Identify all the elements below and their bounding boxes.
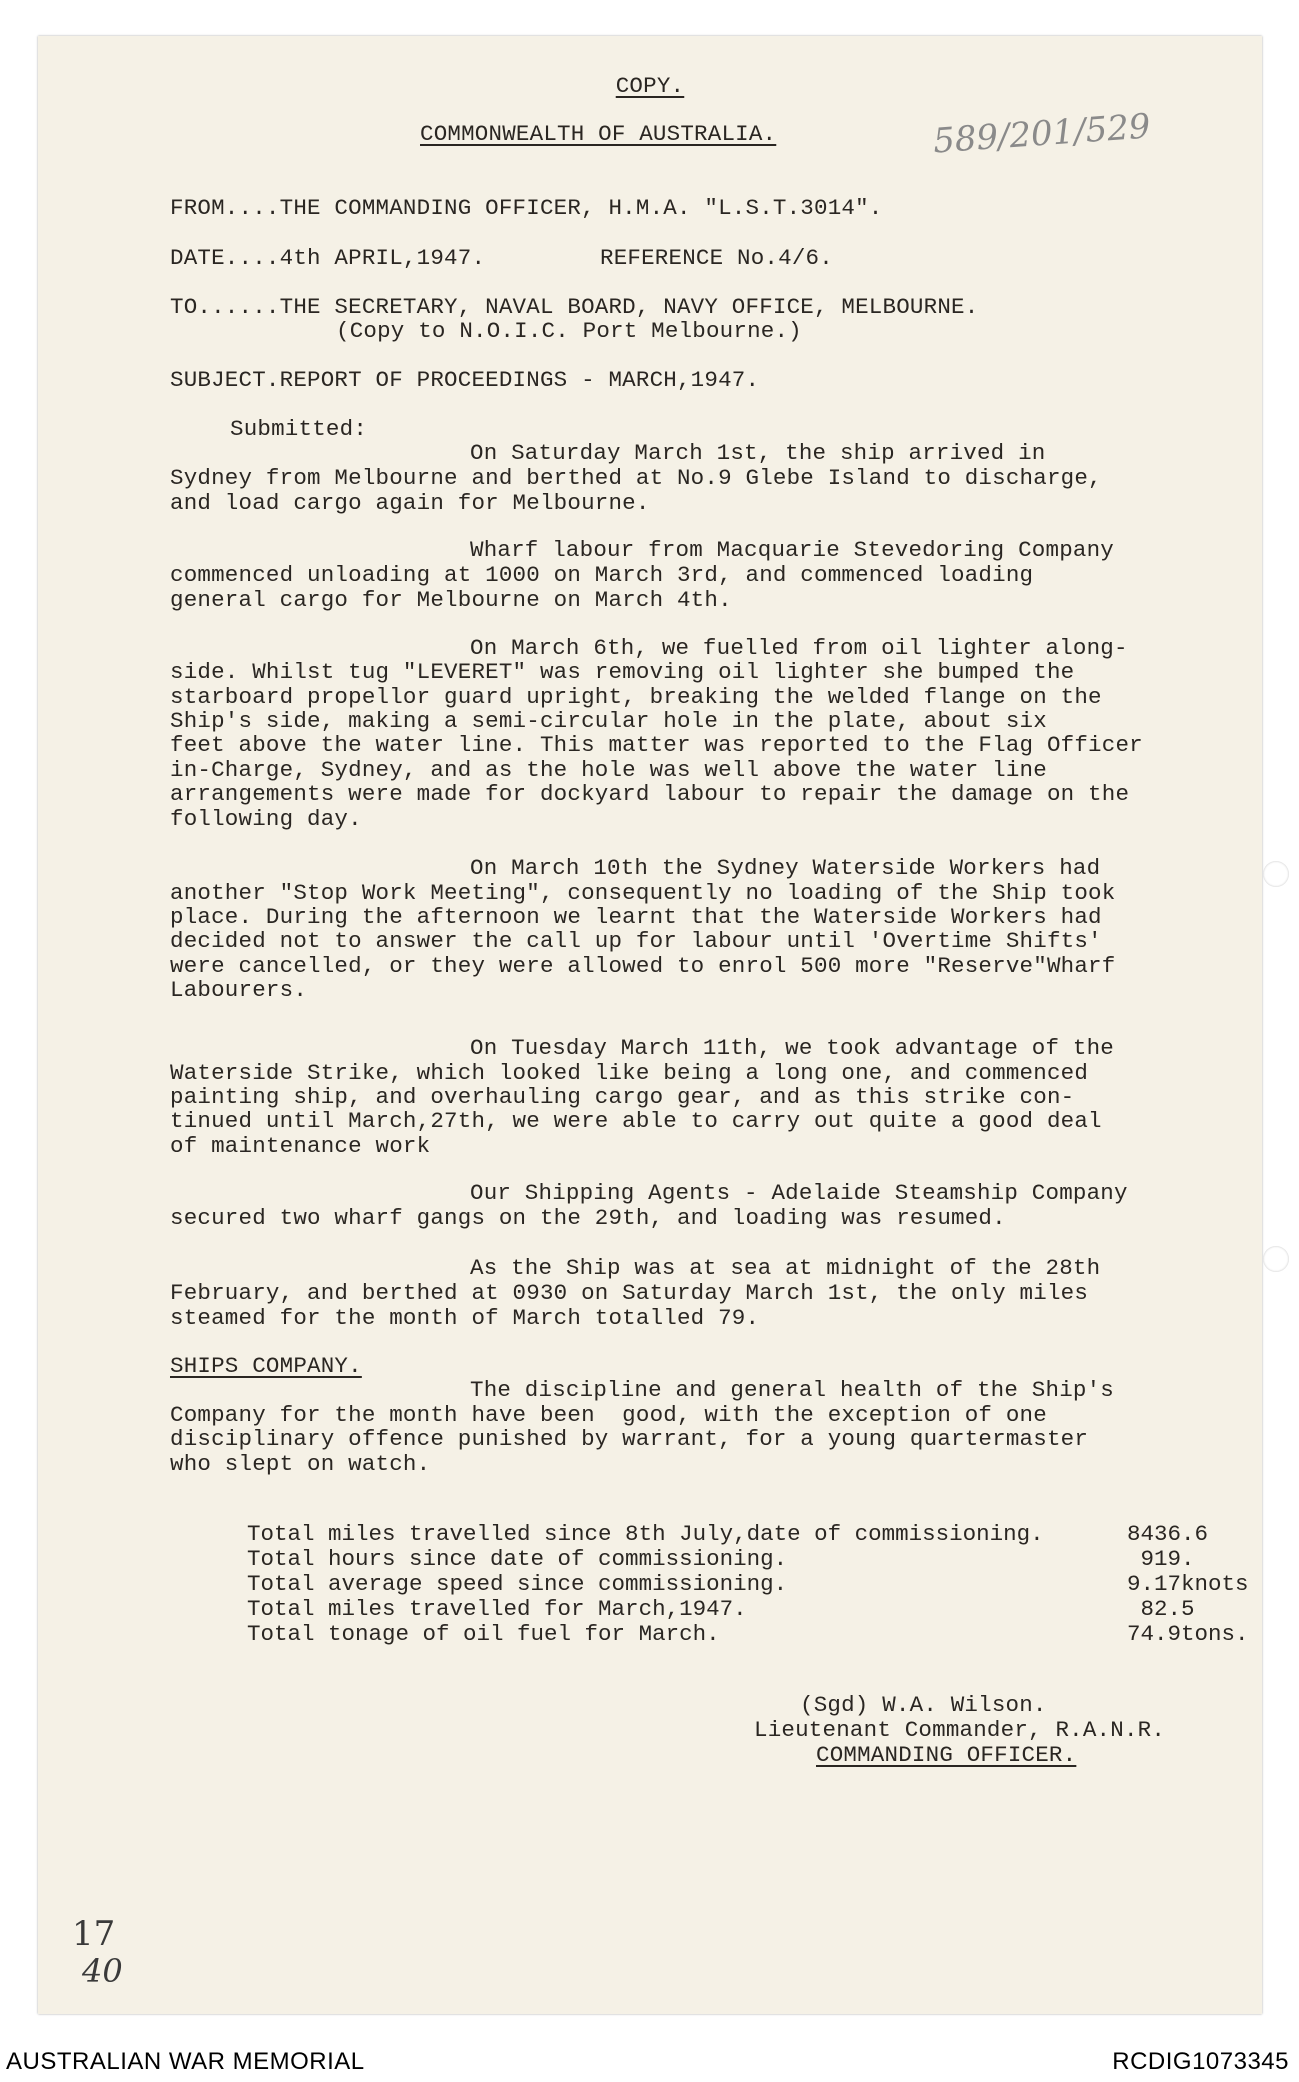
paragraph-line: were cancelled, or they were allowed to enrol 500 more "Reserve"Wharf bbox=[170, 953, 1116, 979]
paragraph-line: Waterside Strike, which looked like being a long one, and commenced bbox=[170, 1060, 1089, 1086]
paragraph-line: following day. bbox=[170, 806, 362, 832]
paragraph-line: in-Charge, Sydney, and as the hole was well above the water line bbox=[170, 757, 1047, 783]
stat-label: Total miles travelled since 8th July,date of commissioning. bbox=[247, 1521, 1044, 1547]
stat-label: Total average speed since commissioning. bbox=[247, 1571, 788, 1597]
stat-row bbox=[247, 1622, 1297, 1647]
paragraph-line: tinued until March,27th, we were able to carry out quite a good deal bbox=[170, 1108, 1102, 1134]
stat-value: 8436.6 bbox=[1127, 1521, 1209, 1547]
stat-value: 919. bbox=[1127, 1546, 1195, 1572]
paragraph-line: Labourers. bbox=[170, 977, 308, 1003]
paragraph-line: Ship's side, making a semi-circular hole in the plate, about six bbox=[170, 708, 1047, 734]
paragraph-line: Wharf labour from Macquarie Stevedoring Company bbox=[470, 537, 1115, 563]
subject-line: SUBJECT.REPORT OF PROCEEDINGS - MARCH,1947. bbox=[170, 367, 760, 393]
ships-company-heading: SHIPS COMPANY. bbox=[170, 1353, 362, 1379]
stat-label: Total miles travelled for March,1947. bbox=[247, 1596, 747, 1622]
stat-row bbox=[247, 1572, 1297, 1597]
paragraph-line: Sydney from Melbourne and berthed at No.9 Glebe Island to discharge, bbox=[170, 465, 1102, 491]
paragraph-line: On March 6th, we fuelled from oil lighter along- bbox=[470, 635, 1128, 661]
paragraph-line: of maintenance work bbox=[170, 1133, 431, 1159]
paragraph-line: Our Shipping Agents - Adelaide Steamship Company bbox=[470, 1180, 1128, 1206]
stat-label: Total hours since date of commissioning. bbox=[247, 1546, 788, 1572]
signature-title: COMMANDING OFFICER. bbox=[816, 1742, 1077, 1768]
paragraph-line: On Saturday March 1st, the ship arrived in bbox=[470, 440, 1046, 466]
handwritten-folio-bottom: 40 bbox=[82, 1952, 123, 1990]
org-heading: COMMONWEALTH OF AUSTRALIA. bbox=[420, 121, 777, 147]
document-page bbox=[38, 36, 1262, 2014]
footer-item-id: RCDIG1073345 bbox=[1112, 2048, 1289, 2075]
paragraph-line: commenced unloading at 1000 on March 3rd, and commenced loading bbox=[170, 562, 1034, 588]
paragraph-line: another "Stop Work Meeting", consequently no loading of the Ship took bbox=[170, 880, 1116, 906]
paragraph-line: As the Ship was at sea at midnight of the 28th bbox=[470, 1255, 1101, 1281]
paragraph-line: On Tuesday March 11th, we took advantage of the bbox=[470, 1035, 1115, 1061]
paragraph-line: general cargo for Melbourne on March 4th. bbox=[170, 587, 732, 613]
copy-to-line: (Copy to N.O.I.C. Port Melbourne.) bbox=[336, 318, 802, 344]
from-line: FROM....THE COMMANDING OFFICER, H.M.A. "L.S.T.3014". bbox=[170, 195, 883, 221]
paragraph-line: February, and berthed at 0930 on Saturday March 1st, the only miles bbox=[170, 1280, 1089, 1306]
signature-rank: Lieutenant Commander, R.A.N.R. bbox=[754, 1717, 1166, 1743]
stat-value: 9.17knots bbox=[1127, 1571, 1249, 1597]
reference-line: REFERENCE No.4/6. bbox=[600, 245, 833, 271]
stat-value: 74.9tons. bbox=[1127, 1621, 1249, 1647]
paragraph-line: steamed for the month of March totalled 79. bbox=[170, 1305, 760, 1331]
paragraph-line: The discipline and general health of the Ship's bbox=[470, 1377, 1115, 1403]
stat-value: 82.5 bbox=[1127, 1596, 1195, 1622]
copy-heading: COPY. bbox=[615, 73, 685, 99]
paragraph-line: side. Whilst tug "LEVERET" was removing oil lighter she bumped the bbox=[170, 659, 1075, 685]
paragraph-line: arrangements were made for dockyard labour to repair the damage on the bbox=[170, 781, 1130, 807]
stat-row bbox=[247, 1547, 1297, 1572]
paragraph-line: Company for the month have been good, with the exception of one bbox=[170, 1402, 1047, 1428]
stat-row bbox=[247, 1522, 1297, 1547]
stat-label: Total tonage of oil fuel for March. bbox=[247, 1621, 720, 1647]
punch-hole bbox=[1263, 861, 1289, 887]
handwritten-folio-top: 17 bbox=[72, 1914, 116, 1954]
stat-row bbox=[247, 1597, 1297, 1622]
paragraph-line: painting ship, and overhauling cargo gear, and as this strike con- bbox=[170, 1084, 1075, 1110]
paragraph-line: On March 10th the Sydney Waterside Workers had bbox=[470, 855, 1101, 881]
submitted-label: Submitted: bbox=[230, 416, 368, 442]
date-line: DATE....4th APRIL,1947. bbox=[170, 245, 486, 271]
paragraph-line: who slept on watch. bbox=[170, 1451, 431, 1477]
handwritten-file-reference: 589/201/529 bbox=[931, 106, 1152, 162]
paragraph-line: starboard propellor guard upright, breaking the welded flange on the bbox=[170, 684, 1102, 710]
paragraph-line: place. During the afternoon we learnt that the Waterside Workers had bbox=[170, 904, 1102, 930]
signature-name: (Sgd) W.A. Wilson. bbox=[800, 1692, 1047, 1718]
to-line: TO......THE SECRETARY, NAVAL BOARD, NAVY OFFICE, MELBOURNE. bbox=[170, 294, 979, 320]
paragraph-line: feet above the water line. This matter was reported to the Flag Officer bbox=[170, 732, 1143, 758]
footer-archive-name: AUSTRALIAN WAR MEMORIAL bbox=[6, 2048, 365, 2075]
paragraph-line: disciplinary offence punished by warrant, for a young quartermaster bbox=[170, 1426, 1089, 1452]
punch-hole bbox=[1263, 1246, 1289, 1272]
paragraph-line: secured two wharf gangs on the 29th, and loading was resumed. bbox=[170, 1205, 1006, 1231]
paragraph-line: decided not to answer the call up for labour until 'Overtime Shifts' bbox=[170, 928, 1102, 954]
statistics-table bbox=[247, 1522, 1297, 1647]
paragraph-line: and load cargo again for Melbourne. bbox=[170, 490, 650, 516]
